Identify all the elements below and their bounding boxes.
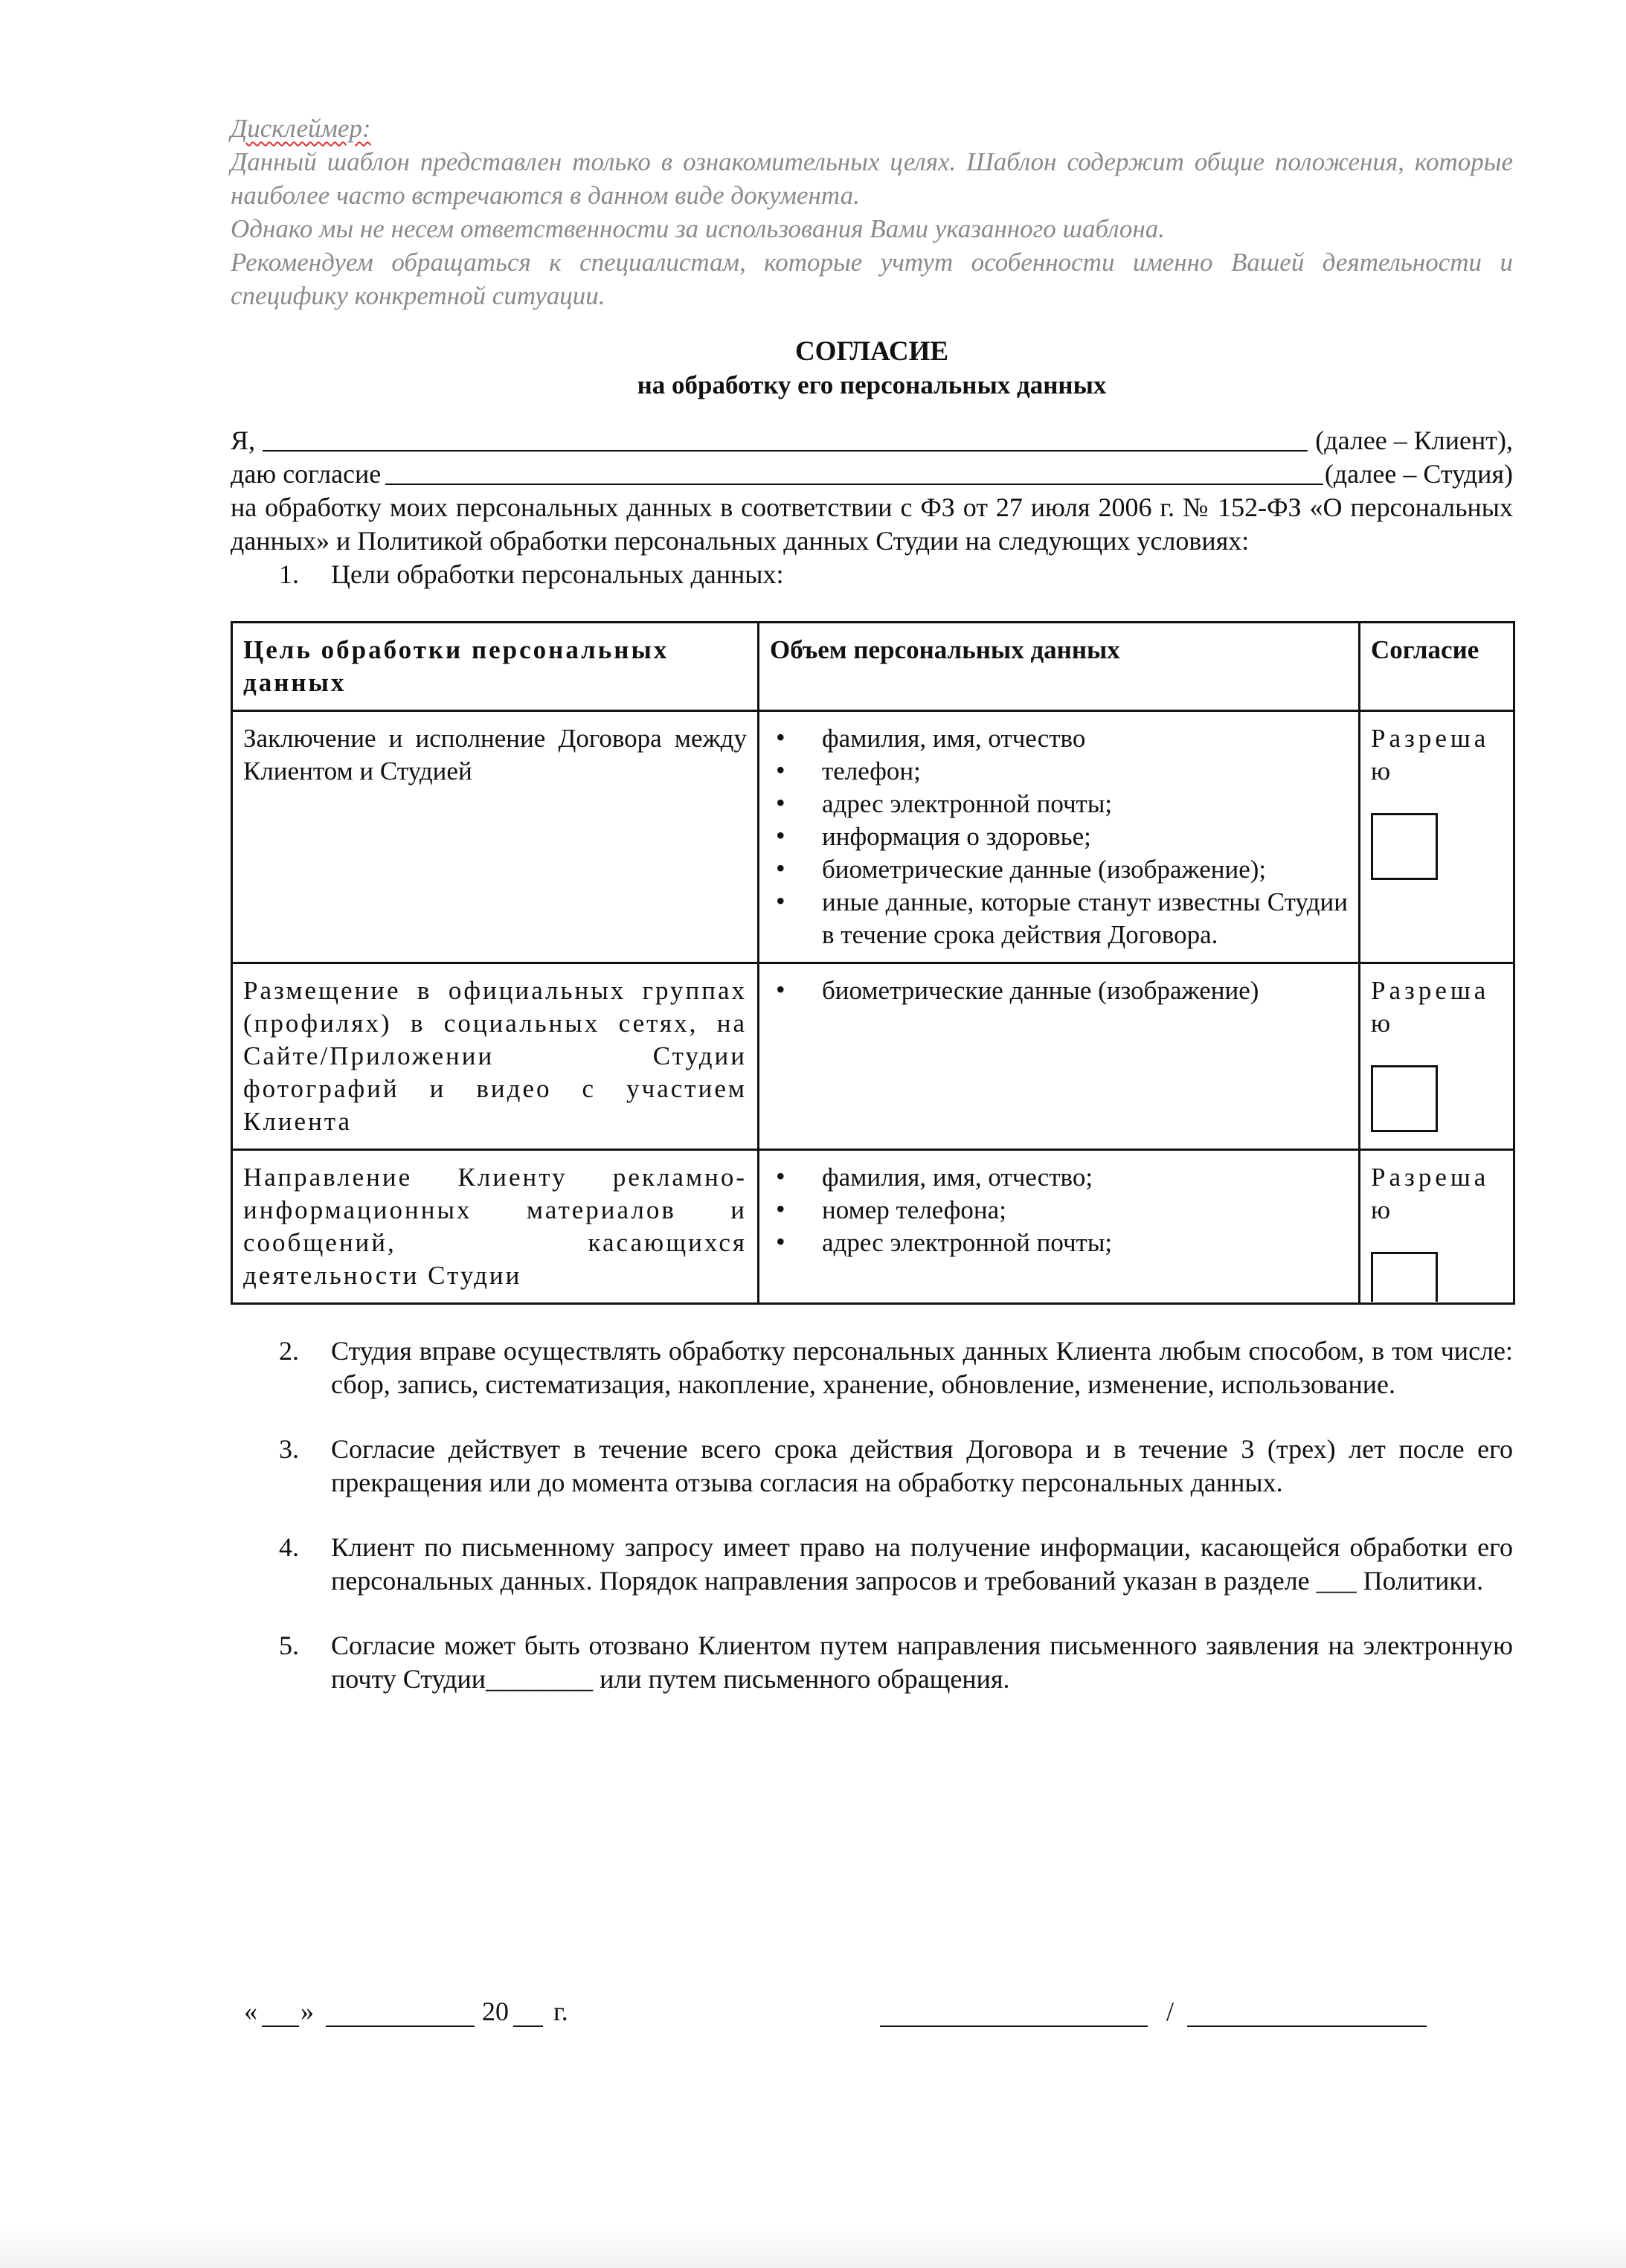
date-open-quote: «: [244, 1996, 257, 2026]
item-number: 5.: [279, 1631, 299, 1660]
consent-checkbox[interactable]: [1371, 813, 1438, 880]
document-title: СОГЛАСИЕ: [794, 336, 949, 367]
document-page: [231, 112, 1513, 1696]
header-consent: Согласие: [1360, 623, 1514, 711]
disclaimer: [231, 112, 1513, 312]
intro-ya: Я,: [231, 425, 256, 455]
row-data-scope: [759, 1150, 1360, 1304]
month-field[interactable]: [326, 1996, 475, 2027]
disclaimer-line-3: Рекомендуем обращаться к специалистам, которые учтут особенности именно Вашей деятельности и специфику конкретной ситуации.: [231, 248, 1513, 310]
disclaimer-heading: Дисклеймер:: [231, 114, 371, 143]
table-row: [232, 711, 1514, 963]
list-item: [231, 558, 1513, 591]
document-subtitle: на обработку его персональных данных: [637, 370, 1107, 399]
client-name-line: [231, 424, 1513, 457]
year-field[interactable]: [513, 1996, 543, 2027]
item-list-2: [231, 1334, 1513, 1696]
list-item: [231, 1629, 1513, 1696]
day-field[interactable]: [262, 1996, 299, 2027]
date-close-quote: »: [301, 1996, 314, 2026]
list-item: • иные данные, которые станут известны Студии в течение срока действия Договора.: [770, 886, 1348, 951]
studio-suffix: (далее – Студия): [1324, 459, 1513, 489]
list-item: • биометрические данные (изображение): [770, 974, 1348, 1007]
studio-name-line: [231, 457, 1513, 491]
consent-label-end: ю: [1371, 1009, 1391, 1038]
list-item: • адрес электронной почты;: [770, 1227, 1348, 1259]
item-text: Клиент по письменному запросу имеет право на получение информации, касающейся обработки его персональных данных. Порядок направления запросов и требований указан в разделе ___ Политики.: [331, 1532, 1513, 1596]
consent-table: [231, 621, 1515, 1305]
row-purpose: Направление Клиенту рекламно-информационных материалов и сообщений, касающихся деятельности Студии: [232, 1150, 759, 1304]
consent-label: Разреша: [1371, 724, 1490, 753]
item-text: Цели обработки персональных данных:: [331, 559, 784, 589]
list-item: [231, 1334, 1513, 1401]
item-number: 1.: [279, 559, 299, 589]
list-item: • адрес электронной почты;: [770, 788, 1348, 820]
list-item: • фамилия, имя, отчество: [770, 722, 1348, 755]
client-name-field[interactable]: [263, 450, 1308, 452]
list-item: [231, 1531, 1513, 1598]
disclaimer-line-1: Данный шаблон представлен только в ознакомительных целях. Шаблон содержит общие положения, которые наиболее часто встречаются в данном виде документа.: [231, 147, 1513, 210]
item-list-1: [231, 558, 1513, 591]
consent-checkbox[interactable]: [1371, 1252, 1438, 1302]
header-data-scope: Объем персональных данных: [759, 623, 1360, 711]
consent-label: Разреша: [1371, 976, 1490, 1005]
row-consent: [1360, 1150, 1514, 1304]
item-text: Студия вправе осуществлять обработку персональных данных Клиента любым способом, в том числе: сбор, запись, систематизация, накопление, хранение, обновление, изменение, использование.: [331, 1336, 1513, 1399]
year-suffix: г.: [553, 1996, 568, 2026]
client-suffix: (далее – Клиент),: [1315, 425, 1513, 455]
row-data-scope: [759, 711, 1360, 963]
disclaimer-line-2: Однако мы не несем ответственности за использования Вами указанного шаблона.: [231, 214, 1166, 243]
row-purpose: Размещение в официальных группах (профилях) в социальных сетях, на Сайте/Приложении Студии фотографий и видео с участием Клиента: [232, 963, 759, 1150]
list-item: [231, 1433, 1513, 1500]
consent-label-end: ю: [1371, 756, 1391, 786]
year-prefix: 20: [482, 1996, 509, 2026]
list-item: • телефон;: [770, 755, 1348, 788]
intro: [231, 424, 1513, 558]
list-item: • информация о здоровье;: [770, 820, 1348, 853]
item-number: 3.: [279, 1434, 299, 1464]
item-number: 4.: [279, 1532, 299, 1562]
studio-name-field[interactable]: [385, 484, 1323, 485]
item-text: Согласие действует в течение всего срока действия Договора и в течение 3 (трех) лет после его прекращения или до момента отзыва согласия на обработку персональных данных.: [331, 1434, 1513, 1497]
list-item: • номер телефона;: [770, 1194, 1348, 1227]
table-row: [232, 1150, 1514, 1304]
consent-checkbox[interactable]: [1371, 1065, 1438, 1132]
list-item: • биометрические данные (изображение);: [770, 853, 1348, 886]
signature-line: [244, 1982, 1434, 2027]
row-purpose: Заключение и исполнение Договора между Клиентом и Студией: [232, 711, 759, 963]
table-header-row: [232, 623, 1514, 711]
consent-prefix: даю согласие: [231, 459, 382, 489]
list-item: • фамилия, имя, отчество;: [770, 1161, 1348, 1194]
page-bottom-shadow: [0, 2227, 1626, 2268]
row-consent: [1360, 963, 1514, 1150]
consent-label: Разреша: [1371, 1163, 1490, 1192]
signature-field[interactable]: [880, 1996, 1148, 2027]
signature-slash: /: [1166, 1996, 1174, 2026]
row-data-scope: [759, 963, 1360, 1150]
row-consent: [1360, 711, 1514, 963]
item-number: 2.: [279, 1336, 299, 1366]
consent-label-end: ю: [1371, 1195, 1391, 1224]
intro-continuation: на обработку моих персональных данных в соответствии с ФЗ от 27 июля 2006 г. № 152-ФЗ «О персональных данных» и Политикой обработки персональных данных Студии на следующих условиях:: [231, 492, 1513, 556]
header-purpose: Цель обработки персональных данных: [232, 623, 759, 711]
table-row: [232, 963, 1514, 1150]
item-text: Согласие может быть отозвано Клиентом путем направления письменного заявления на электронную почту Студии________ или путем письменного обращения.: [331, 1631, 1513, 1694]
signatory-name-field[interactable]: [1187, 1996, 1427, 2027]
title-block: [231, 335, 1513, 402]
